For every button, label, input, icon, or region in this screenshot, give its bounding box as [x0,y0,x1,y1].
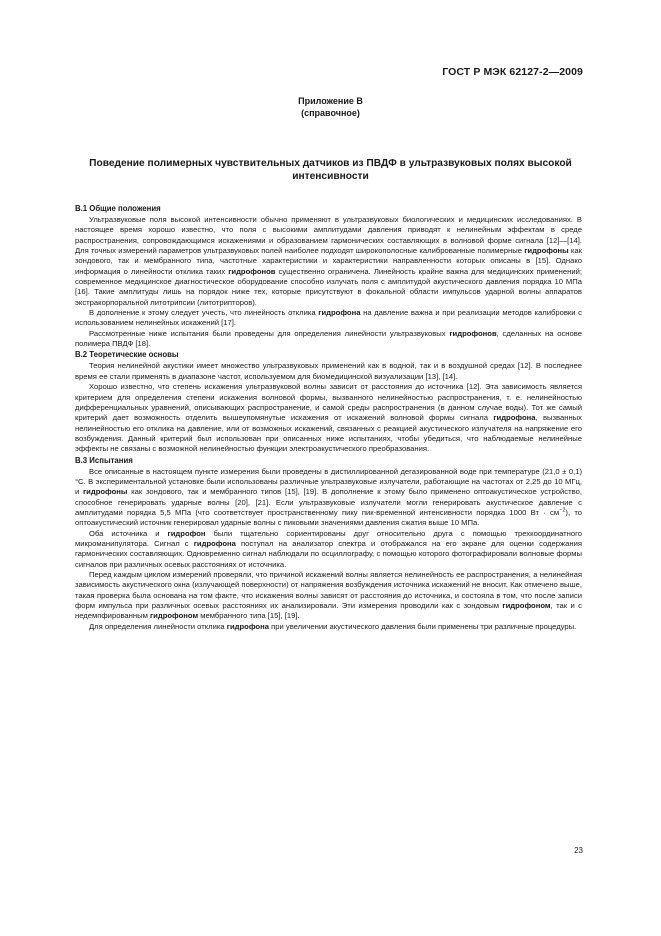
text-run: как зондового, так и мембранного типа, частотные характеристики и характеристики направленности которых описаны в [15]. Однако информация о линейности отклика таких [75,246,582,276]
body-paragraph [75,361,582,382]
appendix-title: Поведение полимерных чувствительных датчиков из ПВДФ в ультразвуковых полях высокой интенсивности [89,158,572,182]
body-paragraph [75,308,582,329]
term-bold: гидрофона [318,308,361,318]
text-run: как зондового, так и мембранного типов [15], [19]. В дополнение к этому было применено оптоакустическое устройство, способное генерировать ударные волны [20], [21]. Если ультразвуковые излучатели могли генерировать акустическое давление с амплитудами порядка 5,5 МПа (что соответствует пространственному пику пик-временной интенсивности порядка 1000 Вт · см [75,487,582,517]
term-bold: гидрофона [226,621,269,631]
text-run: Ультразвуковые поля высокой интенсивности обычно применяют в ультразвуковых биологических и медицинских исследованиях. В настоящее время хорошо известно, что поля с высокими амплитудами давления приводят к нелинейным эффектам в среде распространения, сопровождающимся искажениями и образованием гармонических составляющих в волновой форме сигнала [12]—[14]. Для точных измерений параметров ультразвуковых полей наиболее подходят широкополосные калиброванные полимерные [75,215,582,256]
term-bold: гидрофон [167,528,206,538]
page-number: 23 [574,846,583,855]
body-paragraph [75,570,582,622]
text-run: , так и с недемпфированным [75,601,582,621]
body-paragraph [75,467,582,529]
body-paragraph [75,329,582,350]
term-bold: гидрофона [493,413,536,423]
text-run: на давление важна и при реализации методов калибровки с использованием нелинейных искажений [17]. [75,308,582,328]
standard-designation: ГОСТ Р МЭК 62127-2—2009 [442,66,583,78]
term-bold: гидрофонов [228,266,276,276]
section-heading: В.1 Общие положения [75,204,161,213]
body-paragraph [75,529,582,570]
section-heading: В.2 Теоретические основы [75,350,179,360]
text-run: ), то оптоакустический источник генерировал ударные волны с пиковыми значениями давления сжатия выше 10 МПа. [75,507,583,528]
term-bold: гидрофоном [149,611,199,621]
text-run: , сделанных на основе полимера ПВДФ [18]. [75,328,582,349]
text-run: Рассмотренные ниже испытания были проведены для определения линейности ультразвуковых [89,328,450,338]
text-run: поступал на анализатор спектра и отображался на его экране для оценки содержания гармонических составляющих. Одновременно сигнал наблюдали по осциллографу, с помощью которого фотографировали волновые формы сигналов при различных осевых расстояниях от источника. [75,538,582,569]
text-run: , вызванных нелинейностью его отклика на давление, или от возможных искажений, связанных с реакцией акустического излучателя на напряжение его возбуждения. Данный критерий был использован при описанных ниже испытаниях, чтобы убедиться, что наблюдаемые нелинейные эффекты не связаны с возможной нелинейностью функции электроакустического преобразования. [75,413,582,454]
term-bold: гидрофона [193,538,236,548]
text-run: Хорошо известно, что степень искажения ультразвуковой волны зависит от расстояния до источника [12]. Эта зависимость является критерием для определения степени искажения волновой формы, вызванного нелинейностью распространения, т. е. нелинейностью дифференциальных уравнений, описывающих распространение, и самой среды распространения (в данном случае воды). Тот же самый критерий дает возможность отделить вышеупомянутые искажения от искажений волновой формы сигнала [75,382,582,423]
term-bold: гидрофонов [449,328,497,338]
text-run: были тщательно сориентированы друг относительно друга с помощью трехкоординатного микроманипулятора. Сигнал с [75,528,582,548]
text-run: при увеличении акустического давления были применены три различные процедуры. [268,621,577,631]
appendix-label: Приложение В [298,96,363,106]
body-paragraph [75,622,582,632]
text-run: Перед каждым циклом измерений проверяли, что причиной искажений волны является нелинейность ее распространения, а нелинейная зависимость акустического окна (излучающей поверхности) от напряжения возбуждения источника искажений не вносит. Как отмечено выше, такая проверка была основана на том факте, что искажения волны зависят от расстояния до источника, и состояла в том, что после записи форм импульса при различных осевых расстояниях их анализировали. Эти измерения проводили как с зондовым [75,570,582,611]
text-run: мембранного типа [15], [19]. [198,611,300,621]
section-heading: В.3 Испытания [75,455,133,465]
term-bold: гидрофоном [502,601,551,611]
term-bold: гидрофоны [82,487,128,497]
text-run: существенно ограничена. Линейность крайне важна для медицинских применений; современное медицинское диагностическое оборудование способно излучать поля с амплитудой акустического давления порядка 10 МПа [16]. Такие амплитуды лишь на порядок ниже тех, которые присутствуют в фокальной области импульсов ударной волны аппаратов экстракорпоральной литотрипсии (литотрипторов). [75,266,582,307]
document-body [75,203,582,632]
text-run: Для определения линейности отклика [89,621,227,631]
text-run: Теория нелинейной акустики имеет множество ультразвуковых применений как в водной, так и в воздушной средах [12]. В последнее время ее стали применять в диапазоне частот, используемом для биомедицинской визуализации [13], [14]. [75,361,582,381]
text-run: Оба источника и [89,528,168,538]
body-paragraph [75,382,582,454]
superscript: −2 [559,507,566,514]
text-run: В дополнение к этому следует учесть, что линейность отклика [89,308,319,318]
text-run: Все описанные в настоящем пункте измерения были проведены в дистиллированной дегазированной воде при температуре (21,0 ± 0,1)°С. В экспериментальной установке были использованы различные ультразвуковые излучатели, работающие на частотах от 2,25 до 10 МГц, и [75,466,582,497]
body-paragraph [75,215,582,308]
appendix-type: (справочное) [301,108,360,118]
term-bold: гидрофоны [524,246,569,256]
